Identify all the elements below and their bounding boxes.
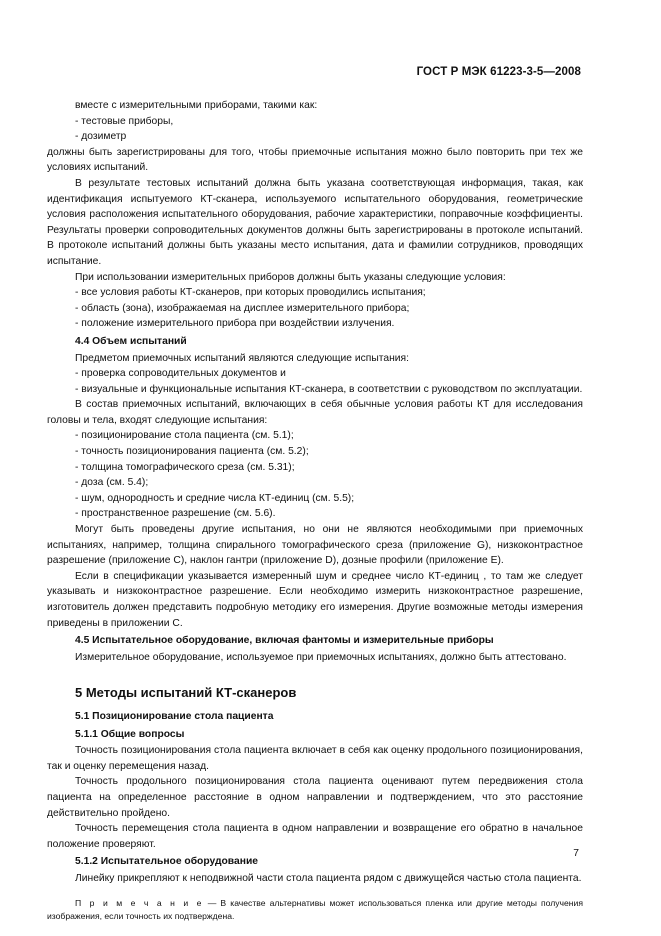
paragraph: Точность продольного позиционирования стола пациента оценивают путем передвижения стола пациента на определенное расстояние в одном направлении и подтверждением, что это расстояние действительно пройдено. bbox=[47, 776, 583, 819]
list-item: - доза (см. 5.4); bbox=[75, 477, 149, 489]
paragraph: В состав приемочных испытаний, включающих в себя обычные условия работы КТ для исследования головы и тела, входят следующие испытания: bbox=[47, 399, 583, 426]
list-item: - проверка сопроводительных документов и bbox=[75, 368, 286, 380]
section-heading-4-5: 4.5 Испытательное оборудование, включая фантомы и измерительные приборы bbox=[75, 635, 494, 647]
document-header: ГОСТ Р МЭК 61223-3-5—2008 bbox=[416, 66, 581, 78]
paragraph: При использовании измерительных приборов должны быть указаны следующие условия: bbox=[75, 271, 506, 283]
paragraph: вместе с измерительными приборами, такими как: bbox=[75, 100, 318, 111]
list-item: - область (зона), изображаемая на дисплее измерительного прибора; bbox=[75, 302, 410, 314]
paragraph: В результате тестовых испытаний должна быть указана соответствующая информация, такая, как идентификация испытуемого КТ-сканера, используемого испытательного оборудования, геометрические условия расположения испытательного оборудования, рабочие характеристики, поправочные коэффициенты. Результаты проверки сопроводительных документов должны быть зарегистрированы в протоколе испытаний. В протоколе испытаний должны быть указаны место испытания, дата и фамилии сотрудников, проводящих испытание. bbox=[47, 177, 583, 267]
note bbox=[47, 897, 583, 923]
paragraph: должны быть зарегистрированы для того, чтобы приемочные испытания можно было повторить при тех же условиях испытаний. bbox=[47, 146, 583, 174]
list-item: - тестовые приборы, bbox=[75, 115, 174, 127]
paragraph: Точность позиционирования стола пациента включает в себя как оценку продольного позиционирования, так и оценку перемещения назад. bbox=[47, 745, 583, 772]
section-heading-5-1-2: 5.1.2 Испытательное оборудование bbox=[75, 856, 258, 868]
list-item: - дозиметр bbox=[75, 131, 127, 143]
page-body bbox=[47, 98, 583, 923]
chapter-heading-5: 5 Методы испытаний КТ-сканеров bbox=[75, 685, 297, 701]
paragraph: Если в спецификации указывается измеренный шум и среднее число КТ-единиц , то там же следует указывать и низкоконтрастное разрешение. Если необходимо измерить низкоконтрастное разрешение, изготовитель должен представить подробную методику его измерения. Другие возможные методы измерения приведены в приложении С. bbox=[47, 570, 583, 629]
paragraph: Точность перемещения стола пациента в одном направлении и возвращение его обратно в начальное положение проверяют. bbox=[47, 823, 583, 850]
note-label: П р и м е ч а н и е bbox=[75, 897, 204, 908]
paragraph: Могут быть проведены другие испытания, но они не являются необходимыми при приемочных испытаниях, например, толщина спирального томографического среза (приложение G), низкоконтрастное разрешение (приложение С), наклон гантри (приложение D), дозные профили (приложение Е). bbox=[47, 524, 583, 567]
paragraph: Линейку прикрепляют к неподвижной части стола пациента рядом с движущейся частью стола пациента. bbox=[75, 872, 582, 884]
list-item: - шум, однородность и средние числа КТ-единиц (см. 5.5); bbox=[75, 492, 355, 504]
list-item: - толщина томографического среза (см. 5.31); bbox=[75, 461, 295, 473]
page-number: 7 bbox=[573, 848, 579, 859]
section-heading-5-1: 5.1 Позиционирование стола пациента bbox=[75, 710, 274, 722]
list-item: - позиционирование стола пациента (см. 5.1); bbox=[75, 430, 294, 442]
paragraph: - визуальные и функциональные испытания КТ-сканера, в соответствии с руководством по эксплуатации. bbox=[75, 383, 583, 395]
list-item: - все условия работы КТ-сканеров, при которых проводились испытания; bbox=[75, 287, 426, 299]
section-heading-4-4: 4.4 Объем испытаний bbox=[75, 335, 187, 347]
list-item: - положение измерительного прибора при воздействии излучения. bbox=[75, 318, 395, 330]
list-item: - точность позиционирования пациента (см. 5.2); bbox=[75, 446, 309, 458]
paragraph: Измерительное оборудование, используемое при приемочных испытаниях, должно быть аттестовано. bbox=[75, 651, 567, 663]
list-item: - пространственное разрешение (см. 5.6). bbox=[75, 508, 276, 520]
note-text: — В качестве альтернативы может использоваться пленка или другие методы получения изображения, если точность их подтверждена. bbox=[47, 897, 583, 921]
section-heading-5-1-1: 5.1.1 Общие вопросы bbox=[75, 728, 185, 740]
paragraph: Предметом приемочных испытаний являются следующие испытания: bbox=[75, 352, 409, 364]
